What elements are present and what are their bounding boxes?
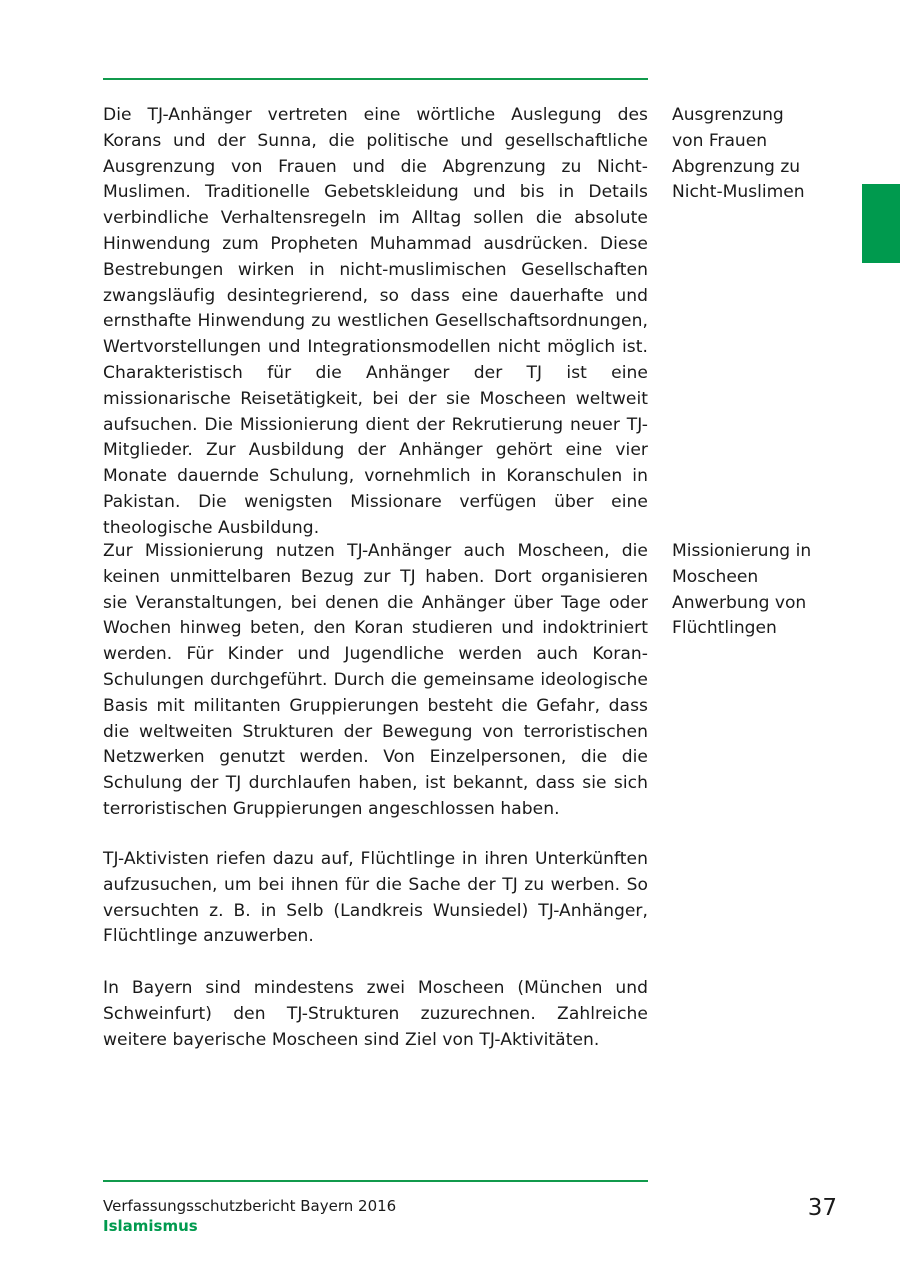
margin-note-line: Abgrenzung zu [672, 156, 801, 177]
margin-note-1 [672, 103, 862, 206]
body-paragraph-3: TJ-Aktivisten riefen dazu auf, Flüchtlinge in ihren Unterkünften aufzusuchen, um bei ihnen für die Sache der TJ zu werben. So versuchten z. B. in Selb (Landkreis Wunsiedel) TJ-Anhänger, Flüchtlinge anzuwerben. [103, 849, 648, 947]
margin-note-line: Flüchtlingen [672, 618, 777, 639]
margin-note-2 [672, 539, 862, 642]
body-paragraph-4: In Bayern sind mindestens zwei Moscheen (München und Schweinfurt) den TJ-Strukturen zuzurechnen. Zahlreiche weitere bayerische Moscheen sind Ziel von TJ-Aktivitäten. [103, 978, 648, 1050]
footer-section-name: Islamismus [103, 1217, 198, 1235]
body-paragraph-1: Die TJ-Anhänger vertreten eine wörtliche Auslegung des Korans und der Sunna, die politische und gesellschaftliche Ausgrenzung von Frauen und die Abgrenzung zu Nicht-Muslimen. Traditionelle Gebetskleidung und bis in Details verbindliche Verhaltensregeln im Alltag sollen die absolute Hinwendung zum Propheten Muhammad ausdrücken. Diese Bestrebungen wirken in nicht-muslimischen Gesellschaften zwangsläufig desintegrierend, so dass eine dauerhafte und ernsthafte Hinwendung zu westlichen Gesellschaftsordnungen, Wertvorstellungen und Integrationsmodellen nicht möglich ist. Charakteristisch für die Anhänger der TJ ist eine missionarische Reisetätigkeit, bei der sie Moscheen weltweit aufsuchen. Die Missionierung dient der Rekrutierung neuer TJ-Mitglieder. Zur Ausbildung der Anhänger gehört eine vier Monate dauernde Schulung, vornehmlich in Koranschulen in Pakistan. Die wenigsten Missionare verfügen über eine theologische Ausbildung. [103, 105, 648, 538]
bottom-rule [103, 1180, 648, 1182]
body-paragraph-2: Zur Missionierung nutzen TJ-Anhänger auch Moscheen, die keinen unmittelbaren Bezug zur TJ haben. Dort organisieren sie Veranstaltungen, bei denen die Anhänger über Tage oder Wochen hinweg beten, den Koran studieren und indoktriniert werden. Für Kinder und Jugendliche werden auch Koran-Schulungen durchgeführt. Durch die gemeinsame ideologische Basis mit militanten Gruppierungen besteht die Gefahr, dass die weltweiten Strukturen der Bewegung von terroristischen Netzwerken genutzt werden. Von Einzelpersonen, die die Schulung der TJ durchlaufen haben, ist bekannt, dass sie sich terroristischen Gruppierungen angeschlossen haben. [103, 541, 648, 819]
margin-note-line: Missionierung in [672, 541, 812, 561]
margin-note-line: Moscheen [672, 566, 759, 587]
footer-report-title: Verfassungsschutzbericht Bayern 2016 [103, 1197, 397, 1215]
margin-note-line: Ausgrenzung [672, 105, 784, 125]
margin-note-line: von Frauen [672, 130, 768, 151]
margin-note-line: Nicht-Muslimen [672, 182, 805, 203]
chapter-tab-marker [862, 184, 900, 263]
margin-note-line: Anwerbung von [672, 592, 807, 613]
top-rule [103, 78, 648, 80]
page-number: 37 [807, 1195, 837, 1221]
